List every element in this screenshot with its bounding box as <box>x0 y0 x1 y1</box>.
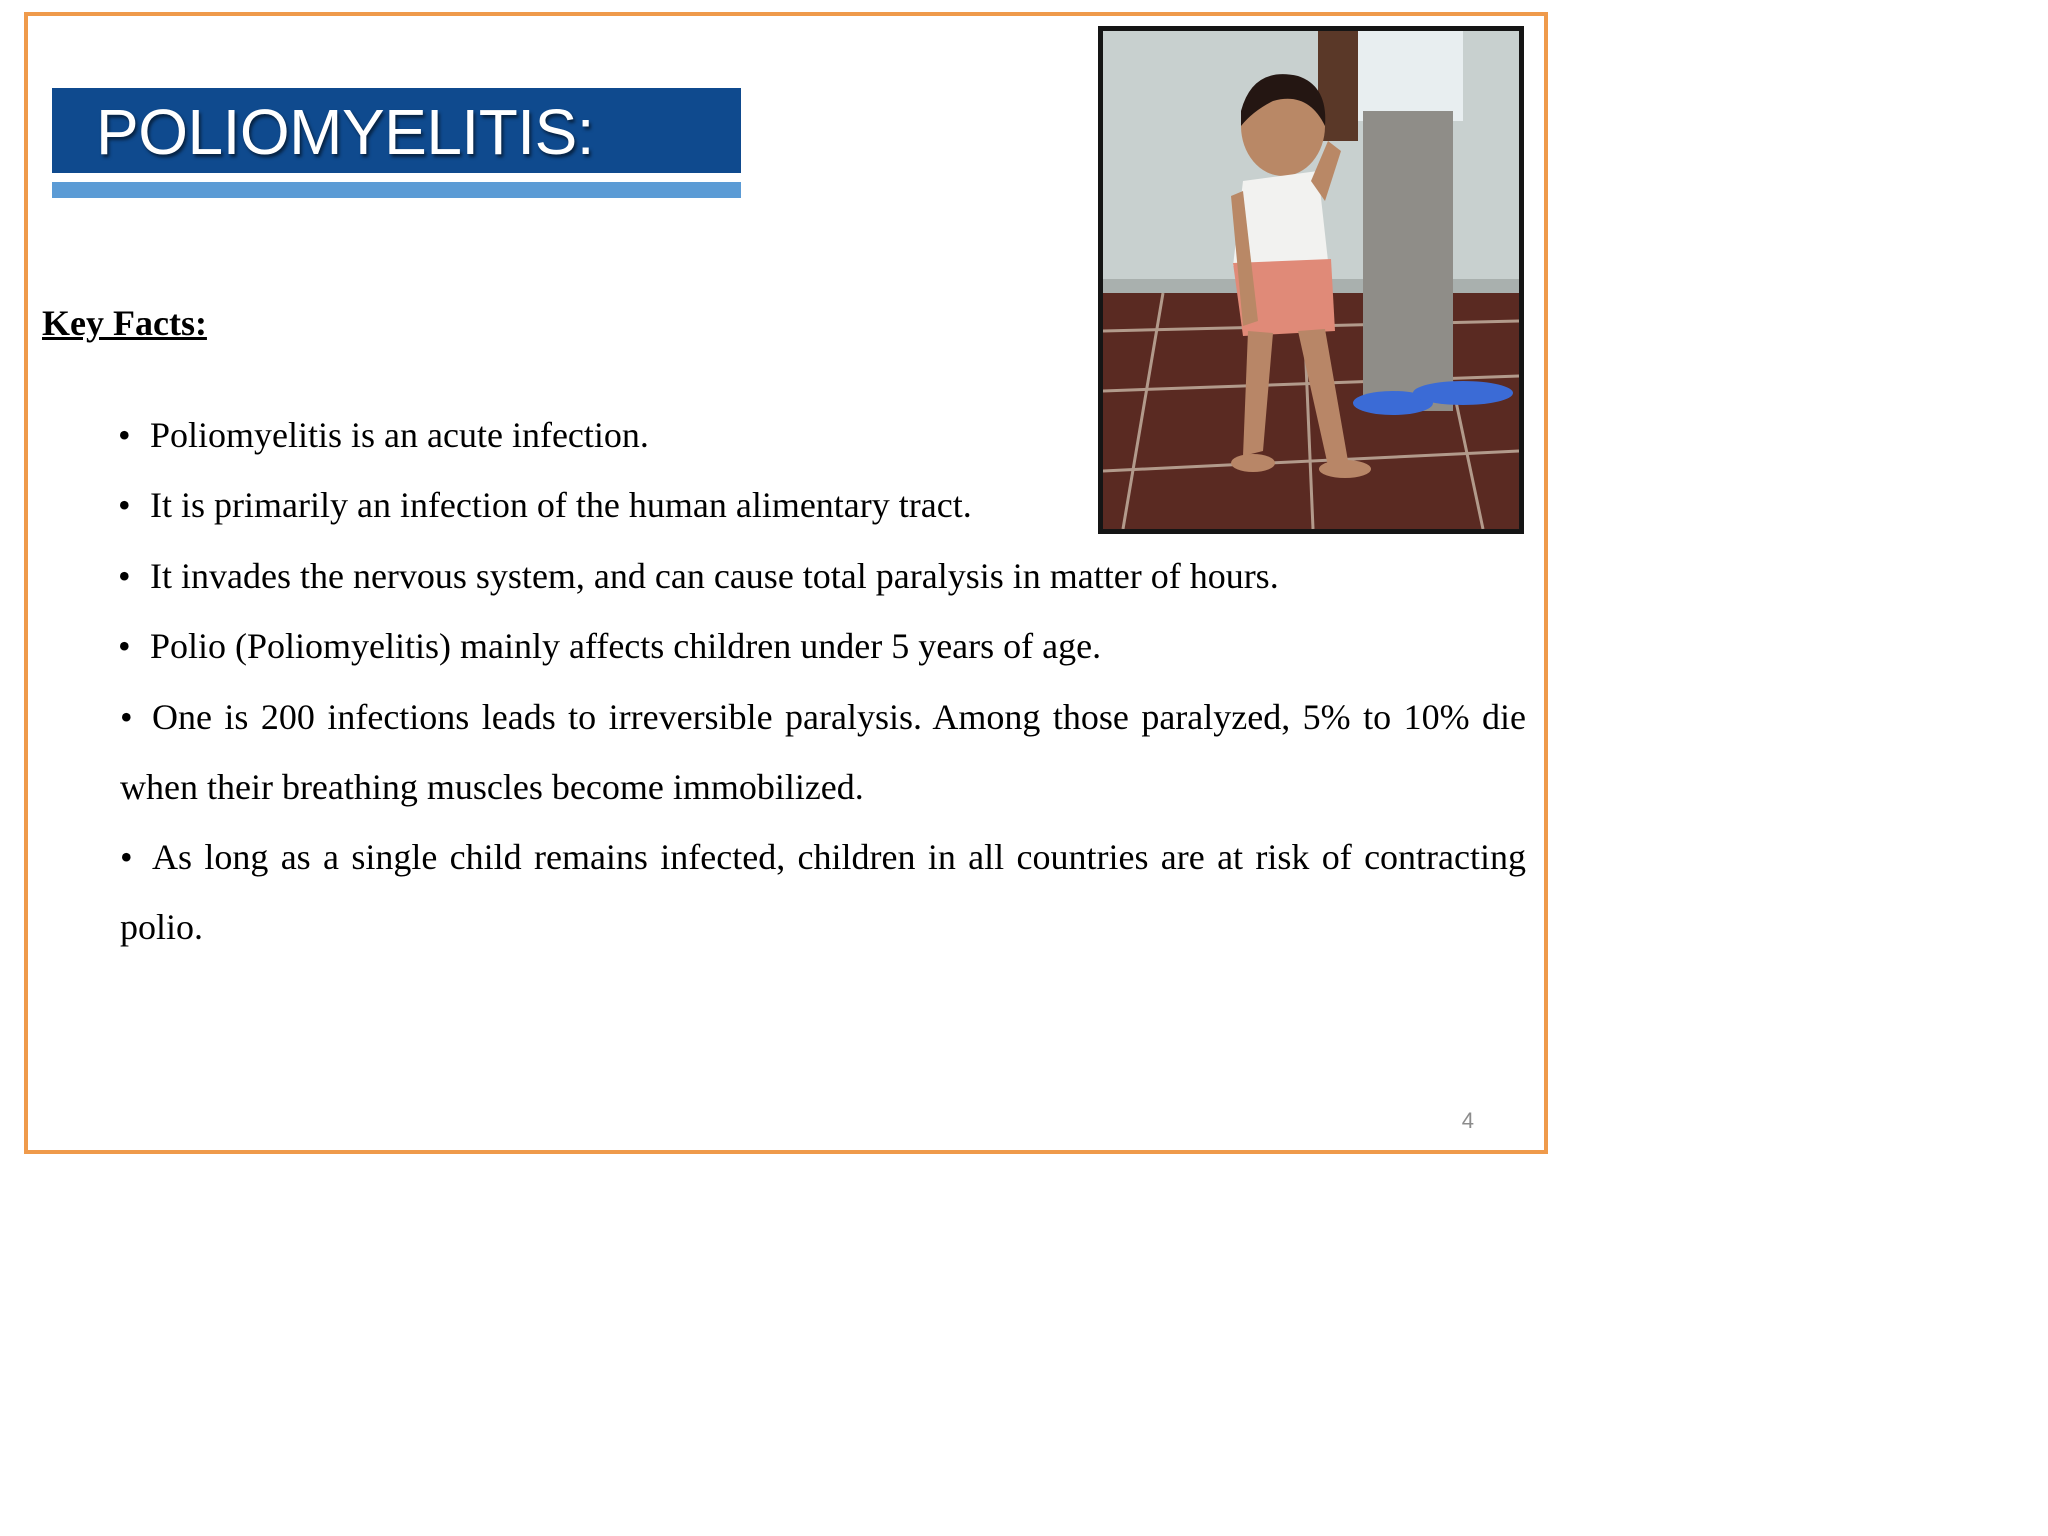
page-number: 4 <box>1461 1108 1474 1133</box>
bullet-marker: • <box>120 837 133 877</box>
key-facts-heading: Key Facts: <box>42 303 207 343</box>
bullet-marker: • <box>118 626 131 666</box>
bullet-text: Polio (Poliomyelitis) mainly affects children under 5 years of age. <box>150 626 1102 666</box>
bullet-item <box>120 682 1526 822</box>
bullet-text: As long as a single child remains infected, children in all countries are at risk of contracting polio. <box>120 837 1526 947</box>
bullet-item <box>120 822 1526 962</box>
bullet-marker: • <box>118 415 131 455</box>
polio-child-photo <box>1098 26 1524 534</box>
bullet-item <box>118 470 972 540</box>
bullet-item <box>118 400 649 470</box>
bullet-item <box>118 541 1279 611</box>
bullet-marker: • <box>120 697 133 737</box>
bullet-item <box>118 611 1101 681</box>
bullet-text: It is primarily an infection of the human alimentary tract. <box>150 485 972 525</box>
bullet-text: It invades the nervous system, and can cause total paralysis in matter of hours. <box>150 556 1279 596</box>
bullet-marker: • <box>118 485 131 525</box>
title-underline <box>52 182 741 198</box>
bullet-text: Poliomyelitis is an acute infection. <box>150 415 649 455</box>
bullet-text: One is 200 infections leads to irreversible paralysis. Among those paralyzed, 5% to 10% die when their breathing muscles become immobilized. <box>120 697 1526 807</box>
bullet-marker: • <box>118 556 131 596</box>
slide-title: POLIOMYELITIS: <box>96 96 595 168</box>
